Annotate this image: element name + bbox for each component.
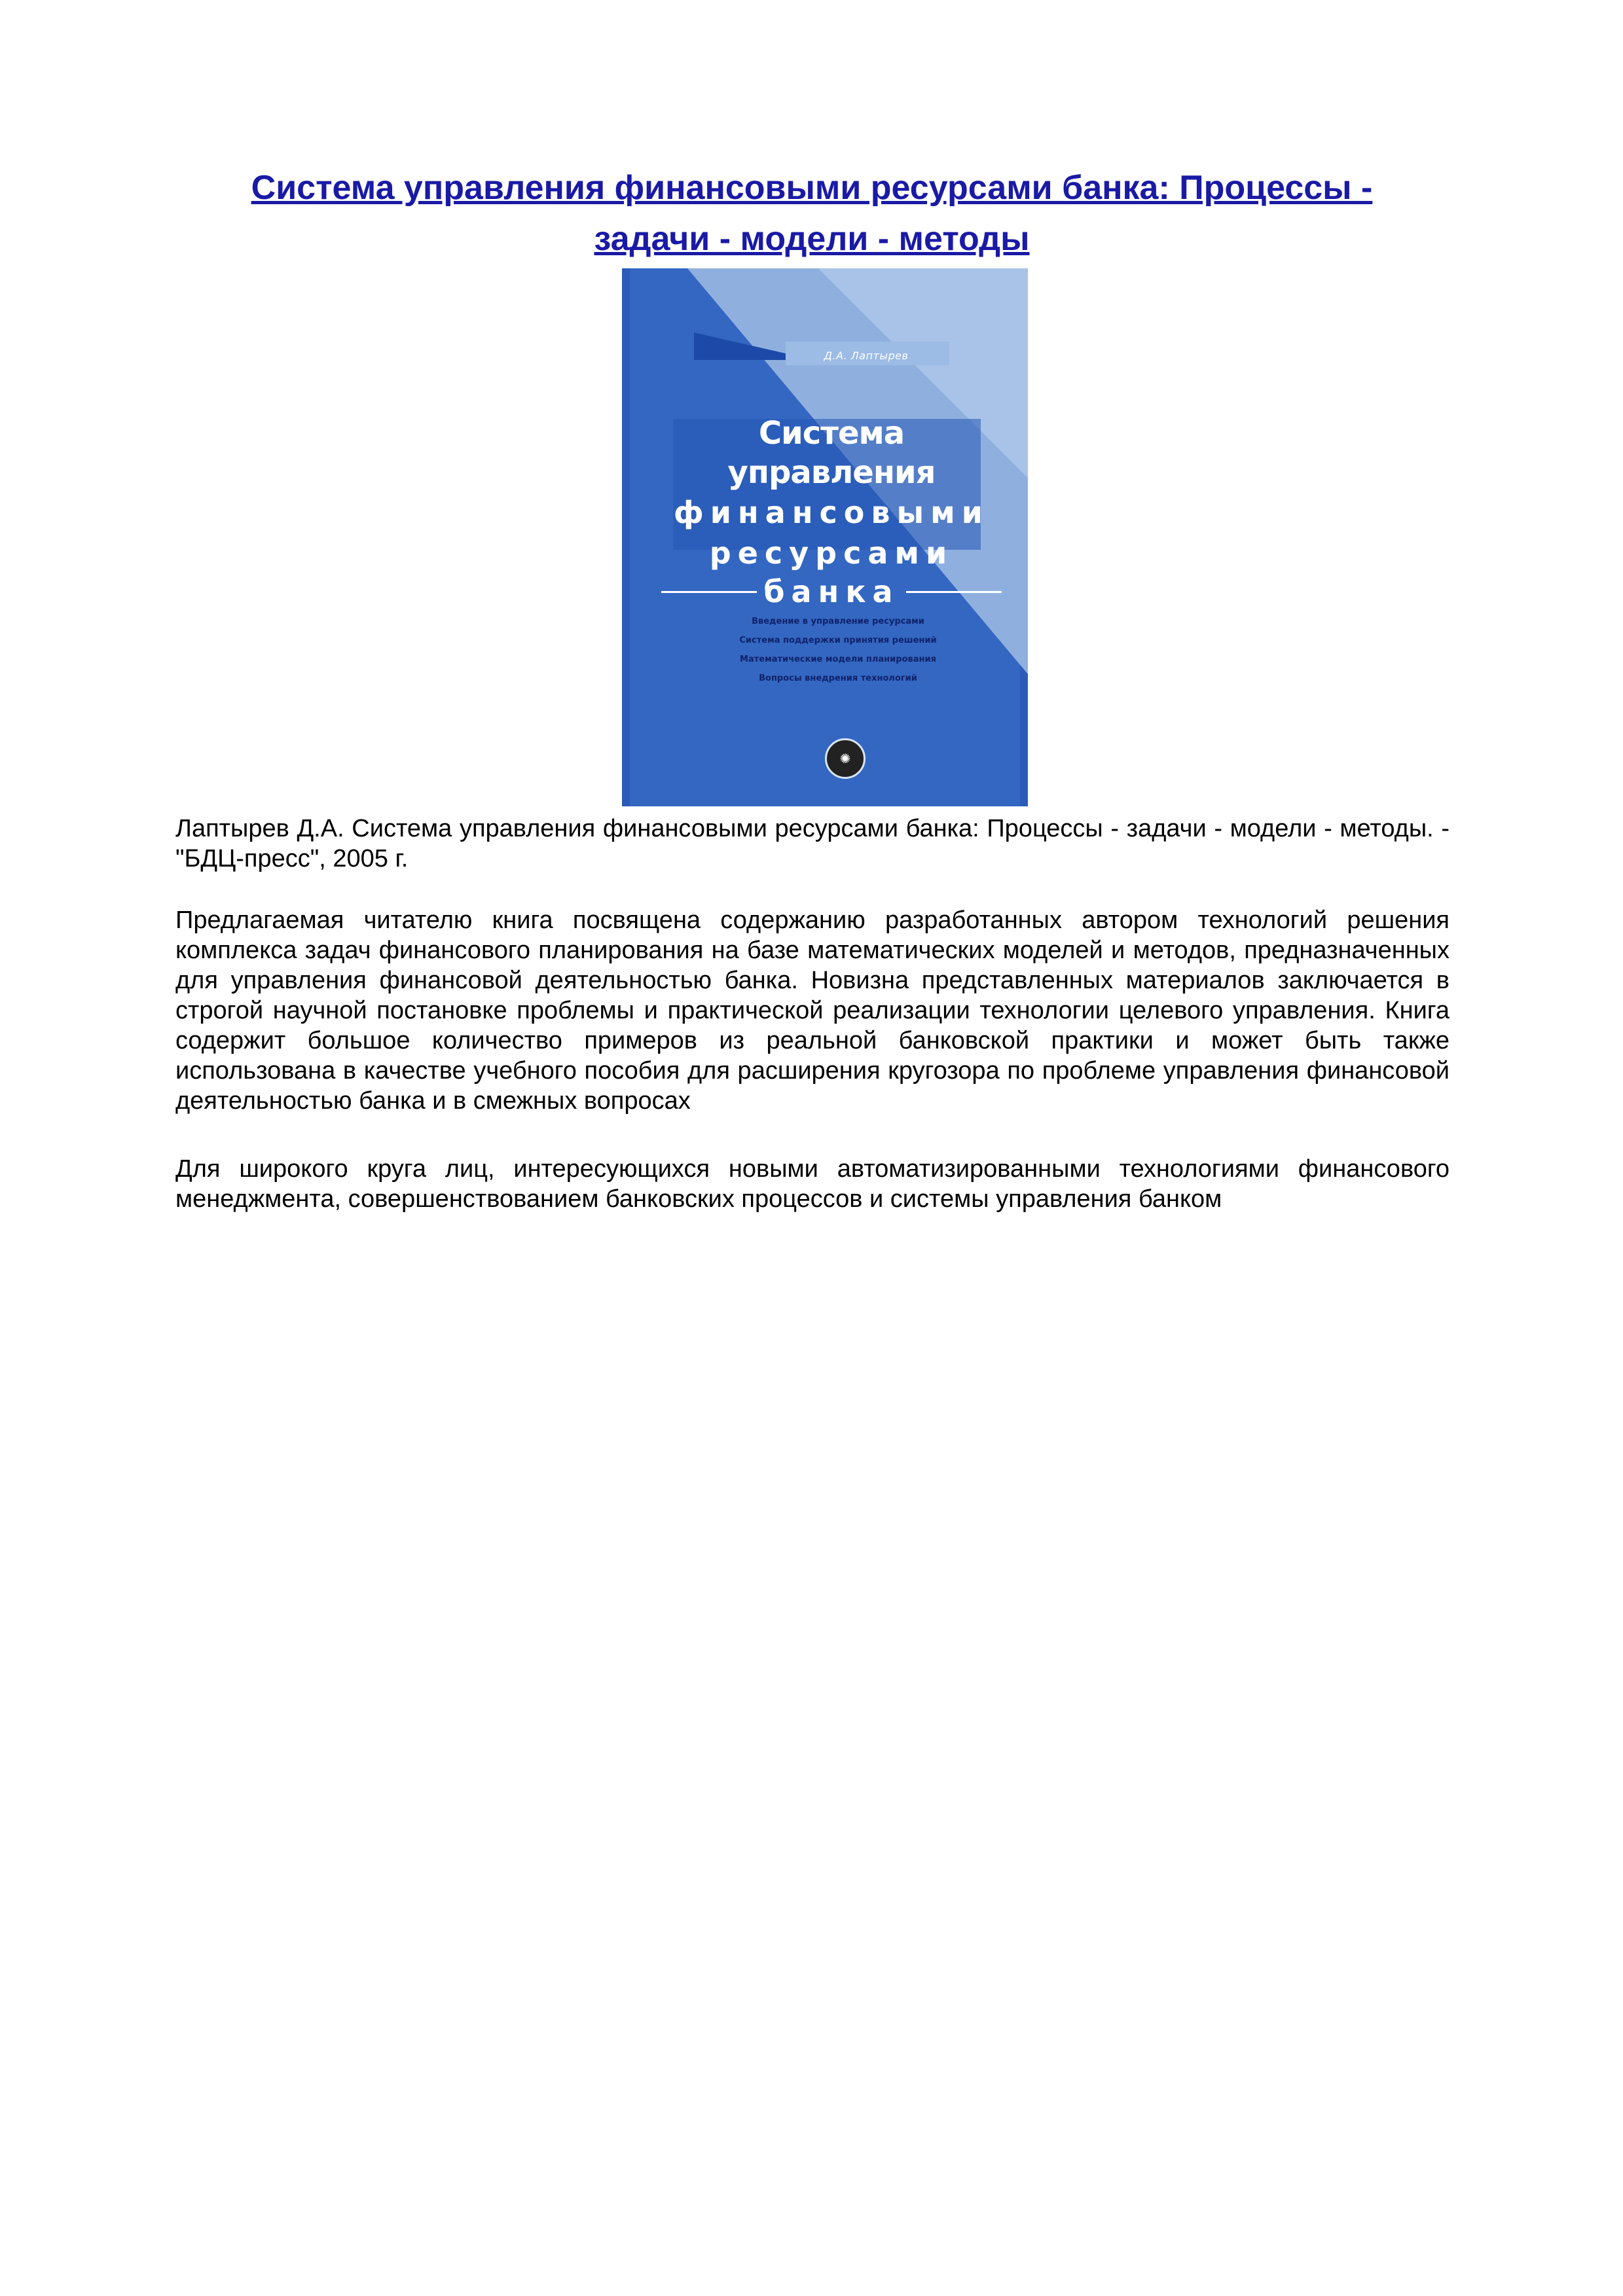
cover-title-line-2: финансовыми: [674, 495, 989, 530]
cover-author: Д.А. Лаптырев: [824, 350, 909, 362]
cover-topics-list: [701, 617, 976, 692]
book-cover-image: [622, 268, 1028, 806]
book-description: Предлагаемая читателю книга посвящена содержанию разработанных автором технологий решения комплекса задач финансового планирования на базе математических моделей и методов, предназначенных для управления финансовой деятельностью банка. Новизна представленных материалов заключается в строгой научной постановке проблемы и практической реализации технологии целевого управления. Книга содержит большое количество примеров из реальной банковской практики и может быть также использована в качестве учебного пособия для расширения кругозора по проблеме управления финансовой деятельностью банка и в смежных вопросах: [175, 906, 1450, 1115]
cover-topic: Система поддержки принятия решений: [739, 636, 937, 645]
cover-title-line-3: ресурсами: [709, 535, 954, 571]
cover-title-line-4-row: [661, 573, 1002, 610]
cover-topic: Введение в управление ресурсами: [752, 617, 924, 626]
cover-rule-left: [661, 591, 757, 593]
cover-title-line-4: банка: [763, 574, 900, 609]
cover-rule-right: [906, 591, 1002, 593]
cover-title-line-1: Система управления: [727, 415, 936, 491]
book-audience: Для широкого круга лиц, интересующихся новыми автоматизированными технологиями финансового менеджмента, совершенствованием банковских процессов и системы управления банком: [175, 1155, 1450, 1213]
page-title-line-2[interactable]: задачи - модели - методы: [594, 220, 1030, 258]
page-title-line-1[interactable]: Система управления финансовыми ресурсами банка: Процессы -: [251, 169, 1373, 207]
page-title-link[interactable]: [170, 162, 1453, 264]
cover-topic: Математические модели планирования: [740, 655, 936, 664]
publisher-logo-icon: ✺: [825, 738, 866, 779]
book-citation: Лаптырев Д.А. Система управления финансовыми ресурсами банка: Процессы - задачи - модели - методы. - "БДЦ-пресс", 2005 г.: [175, 815, 1450, 872]
cover-title: [661, 414, 1002, 610]
cover-topic: Вопросы внедрения технологий: [759, 673, 917, 683]
